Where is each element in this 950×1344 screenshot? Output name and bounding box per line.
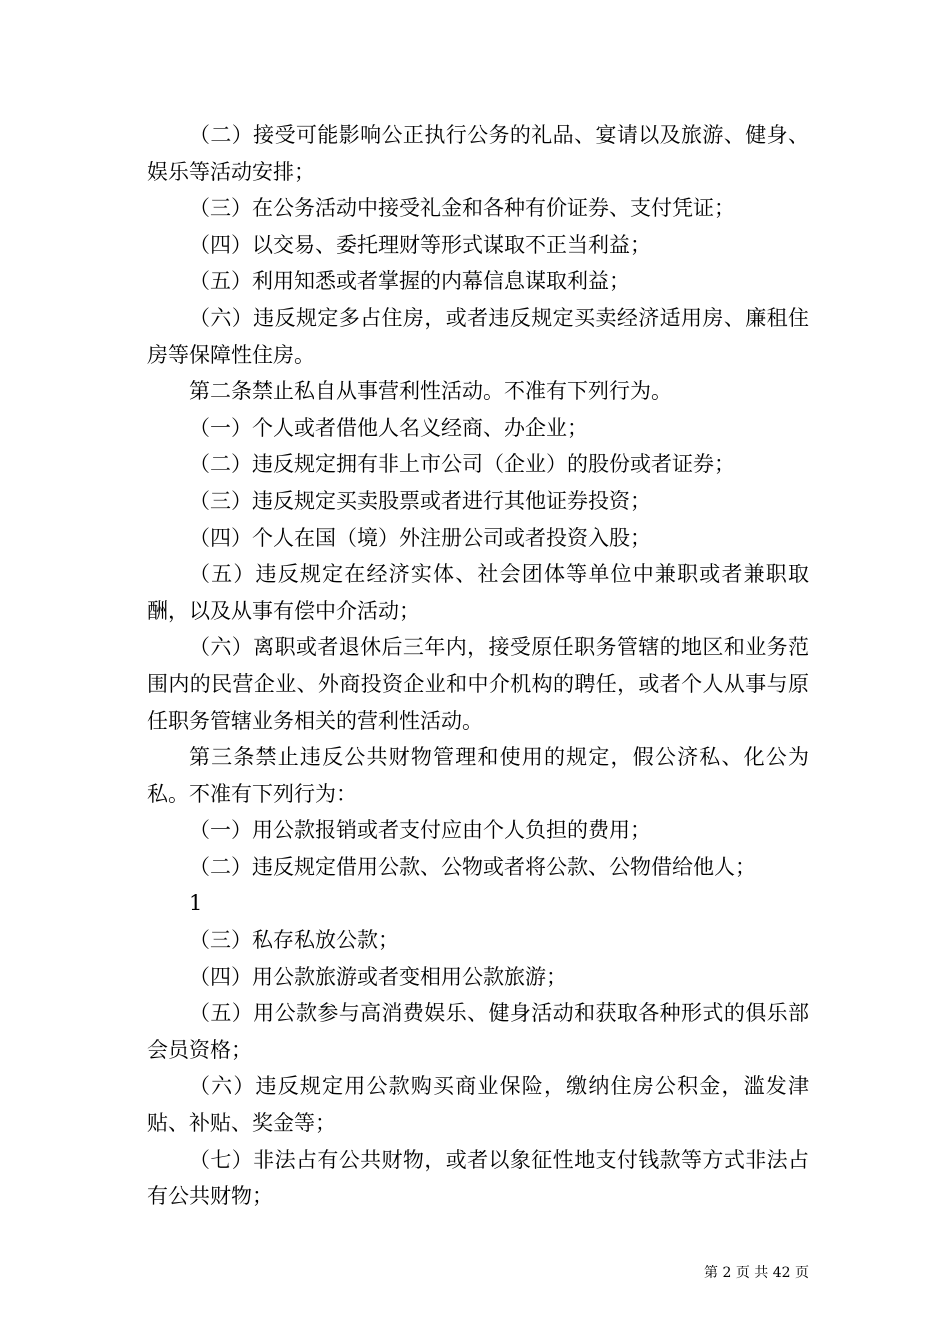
paragraph: （二）违反规定借用公款、公物或者将公款、公物借给他人；: [189, 854, 756, 879]
document-body: [147, 117, 809, 1215]
paragraph: （六）违反规定用公款购买商业保险，缴纳住房公积金，滥发津贴、补贴、奖金等；: [147, 1074, 809, 1136]
inline-page-number: 1: [189, 891, 203, 916]
article-heading-paragraph: 第二条禁止私自从事营利性活动。不准有下列行为。: [189, 379, 672, 404]
page-footer: 第 2 页 共 42 页: [704, 1265, 809, 1281]
paragraph: （三）在公务活动中接受礼金和各种有价证券、支付凭证；: [189, 196, 735, 221]
paragraph: （四）个人在国（境）外注册公司或者投资入股；: [189, 525, 651, 550]
article-heading-paragraph: 第三条禁止违反公共财物管理和使用的规定，假公济私、化公为私。不准有下列行为：: [147, 745, 809, 806]
paragraph: （二）违反规定拥有非上市公司（企业）的股份或者证券；: [189, 452, 735, 477]
paragraph: （四）以交易、委托理财等形式谋取不正当利益；: [189, 232, 651, 257]
paragraph: （三）违反规定买卖股票或者进行其他证券投资；: [189, 488, 651, 513]
paragraph: （六）离职或者退休后三年内，接受原任职务管辖的地区和业务范围内的民营企业、外商投资企业和中介机构的聘任，或者个人从事与原任职务管辖业务相关的营利性活动。: [147, 635, 809, 733]
paragraph: （六）违反规定多占住房，或者违反规定买卖经济适用房、廉租住房等保障性住房。: [147, 305, 809, 367]
paragraph: （五）违反规定在经济实体、社会团体等单位中兼职或者兼职取酬，以及从事有偿中介活动；: [147, 562, 809, 623]
paragraph: （四）用公款旅游或者变相用公款旅游；: [189, 964, 567, 989]
paragraph: （五）用公款参与高消费娱乐、健身活动和获取各种形式的俱乐部会员资格；: [147, 1001, 809, 1062]
paragraph: （五）利用知悉或者掌握的内幕信息谋取利益；: [189, 269, 630, 294]
paragraph: （一）用公款报销或者支付应由个人负担的费用；: [189, 818, 651, 843]
paragraph: （七）非法占有公共财物，或者以象征性地支付钱款等方式非法占有公共财物；: [147, 1147, 809, 1209]
paragraph: （三）私存私放公款；: [189, 928, 399, 953]
paragraph: （一）个人或者借他人名义经商、办企业；: [189, 415, 588, 440]
paragraph: （二）接受可能影响公正执行公务的礼品、宴请以及旅游、健身、娱乐等活动安排；: [147, 123, 809, 184]
